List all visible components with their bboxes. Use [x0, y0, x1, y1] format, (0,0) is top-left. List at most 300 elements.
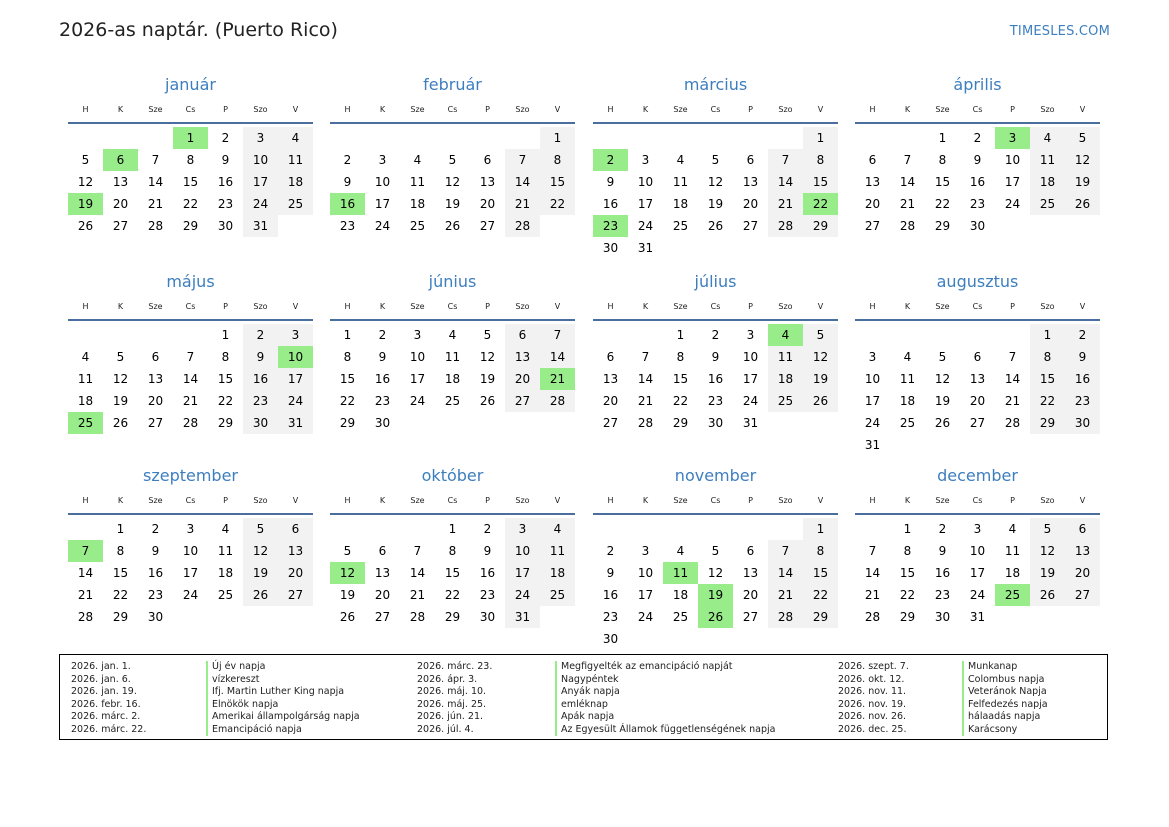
day-cell: 27	[479, 219, 496, 233]
weekday-label: Sze	[935, 495, 950, 505]
holiday-day-cell: 19	[68, 193, 103, 215]
month-name: szeptember	[142, 466, 238, 485]
day-cell: 24	[409, 394, 426, 408]
month-name: február	[423, 75, 482, 94]
month-10	[593, 465, 838, 650]
day-cell: 14	[505, 171, 540, 193]
day-cell: 2	[483, 522, 492, 536]
day-cell: 30	[479, 610, 496, 624]
day-cell: 28	[864, 610, 881, 624]
weekday-label: V	[1079, 301, 1086, 311]
day-cell: 18	[540, 562, 575, 584]
holiday-day-cell: 6	[103, 149, 138, 171]
day-cell: 2	[938, 522, 947, 536]
calendar-grid	[68, 74, 1102, 650]
empty-cell	[505, 127, 540, 149]
day-cell: 2	[221, 131, 230, 145]
week-row	[593, 606, 838, 628]
day-cell: 28	[768, 215, 803, 237]
day-cell: 23	[602, 610, 619, 624]
day-cell: 6	[151, 350, 160, 364]
day-cell: 28	[147, 219, 164, 233]
empty-cell	[330, 518, 365, 540]
day-cell: 14	[182, 372, 199, 386]
day-cell: 12	[444, 175, 461, 189]
day-cell: 10	[1004, 153, 1021, 167]
day-cell: 10	[742, 350, 759, 364]
empty-cell	[173, 324, 208, 346]
day-cell: 14	[899, 175, 916, 189]
weekday-label: P	[485, 301, 490, 311]
empty-cell	[733, 628, 768, 650]
day-cell: 26	[1065, 193, 1100, 215]
weekday-header	[855, 293, 1100, 321]
day-cell: 19	[243, 562, 278, 584]
empty-cell	[855, 518, 890, 540]
day-cell: 6	[483, 153, 492, 167]
month-name: június	[428, 272, 477, 291]
day-cell: 18	[444, 372, 461, 386]
empty-cell	[663, 127, 698, 149]
day-cell: 13	[1065, 540, 1100, 562]
day-cell: 24	[1004, 197, 1021, 211]
weekday-label: H	[607, 301, 614, 311]
day-cell: 22	[672, 394, 689, 408]
weekday-label: Szo	[515, 301, 530, 311]
day-cell: 19	[1065, 171, 1100, 193]
weekday-header	[855, 487, 1100, 515]
empty-cell	[628, 127, 663, 149]
day-cell: 25	[278, 193, 313, 215]
day-cell: 10	[182, 544, 199, 558]
day-cell: 21	[768, 193, 803, 215]
empty-cell	[103, 324, 138, 346]
day-cell: 1	[1030, 324, 1065, 346]
day-cell: 25	[672, 610, 689, 624]
day-cell: 7	[505, 149, 540, 171]
holiday-day-cell: 26	[698, 606, 733, 628]
weekday-label: K	[117, 104, 124, 114]
weekday-label: H	[82, 495, 89, 505]
weekday-label: V	[292, 301, 299, 311]
legend-holiday-name: vízkereszt	[206, 674, 360, 687]
day-cell: 29	[339, 416, 356, 430]
day-cell: 23	[707, 394, 724, 408]
weekday-label: Sze	[410, 495, 425, 505]
day-cell: 19	[112, 394, 129, 408]
day-cell: 16	[243, 368, 278, 390]
day-cell: 15	[217, 372, 234, 386]
weekday-label: V	[1079, 104, 1086, 114]
day-cell: 7	[641, 350, 650, 364]
day-cell: 15	[339, 372, 356, 386]
month-11	[855, 465, 1100, 628]
weekday-label: V	[817, 301, 824, 311]
week-row	[68, 215, 313, 237]
day-cell: 23	[374, 394, 391, 408]
legend-date-column	[838, 661, 909, 736]
day-cell: 3	[868, 350, 877, 364]
empty-cell	[995, 606, 1030, 628]
week-row	[68, 324, 313, 346]
day-cell: 5	[711, 153, 720, 167]
day-cell: 3	[413, 328, 422, 342]
empty-cell	[995, 215, 1030, 237]
weekday-header	[330, 96, 575, 124]
day-cell: 10	[637, 566, 654, 580]
week-row	[330, 171, 575, 193]
weekday-label: Cs	[710, 104, 721, 114]
week-row	[855, 193, 1100, 215]
weekday-label: V	[817, 495, 824, 505]
day-cell: 17	[637, 588, 654, 602]
empty-cell	[435, 412, 470, 434]
weekday-header	[68, 293, 313, 321]
day-cell: 21	[77, 588, 94, 602]
empty-cell	[803, 412, 838, 434]
day-cell: 24	[243, 193, 278, 215]
day-cell: 30	[217, 219, 234, 233]
weekday-label: Cs	[710, 301, 721, 311]
month-0	[68, 74, 313, 237]
day-cell: 23	[217, 197, 234, 211]
day-cell: 16	[969, 175, 986, 189]
day-cell: 13	[479, 175, 496, 189]
legend-date: 2026. jan. 6.	[71, 673, 131, 685]
empty-cell	[470, 412, 505, 434]
weekday-label: P	[748, 495, 753, 505]
weekday-label: Cs	[447, 301, 458, 311]
day-cell: 1	[803, 518, 838, 540]
weekday-label: Cs	[972, 104, 983, 114]
day-cell: 10	[505, 540, 540, 562]
legend-date: 2026. nov. 11.	[838, 686, 907, 697]
empty-cell	[698, 127, 733, 149]
legend-holiday-name: emléknap	[555, 699, 775, 712]
day-cell: 11	[899, 372, 916, 386]
day-cell: 15	[112, 566, 129, 580]
day-cell: 20	[374, 588, 391, 602]
weekday-label: K	[904, 301, 911, 311]
day-cell: 26	[479, 394, 496, 408]
month-name: augusztus	[936, 272, 1019, 291]
holiday-day-cell: 23	[593, 215, 628, 237]
day-cell: 2	[151, 522, 160, 536]
weekday-header	[330, 293, 575, 321]
empty-cell	[505, 412, 540, 434]
day-cell: 11	[77, 372, 94, 386]
day-cell: 3	[641, 544, 650, 558]
empty-cell	[768, 412, 803, 434]
weekday-label: H	[82, 104, 89, 114]
weekday-label: Cs	[185, 301, 196, 311]
weekday-header	[68, 487, 313, 515]
empty-cell	[173, 606, 208, 628]
day-cell: 23	[479, 588, 496, 602]
weekday-label: Szo	[253, 104, 268, 114]
day-cell: 5	[803, 324, 838, 346]
day-cell: 31	[505, 606, 540, 628]
day-cell: 30	[602, 241, 619, 255]
month-name: január	[165, 75, 216, 94]
weekday-label: K	[642, 104, 649, 114]
day-cell: 24	[505, 584, 540, 606]
day-cell: 8	[116, 544, 125, 558]
day-cell: 15	[803, 562, 838, 584]
legend-holiday-name: Az Egyesült Államok függetlenségének napja	[555, 724, 775, 737]
legend-holiday-name: Anyák napja	[555, 686, 775, 699]
empty-cell	[1030, 434, 1065, 456]
weekday-label: Sze	[935, 104, 950, 114]
week-row	[593, 562, 838, 584]
day-cell: 28	[540, 390, 575, 412]
month-name: november	[674, 466, 757, 485]
empty-cell	[733, 518, 768, 540]
day-cell: 17	[969, 566, 986, 580]
day-cell: 8	[343, 350, 352, 364]
legend-holiday-name: Amerikai állampolgárság napja	[206, 711, 360, 724]
day-cell: 27	[147, 416, 164, 430]
holiday-day-cell: 4	[768, 324, 803, 346]
month-name: május	[166, 272, 215, 291]
week-row	[68, 193, 313, 215]
empty-cell	[698, 518, 733, 540]
weekday-label: Sze	[673, 104, 688, 114]
legend-holiday-name: Apák napja	[555, 711, 775, 724]
day-cell: 10	[969, 544, 986, 558]
weekday-label: Cs	[185, 104, 196, 114]
weekday-header	[593, 487, 838, 515]
day-cell: 25	[409, 219, 426, 233]
empty-cell	[768, 628, 803, 650]
day-cell: 19	[444, 197, 461, 211]
day-cell: 22	[899, 588, 916, 602]
day-cell: 19	[707, 197, 724, 211]
day-cell: 20	[864, 197, 881, 211]
day-cell: 26	[934, 416, 951, 430]
legend-holiday-name: hálaadás napja	[962, 711, 1048, 724]
day-cell: 9	[151, 544, 160, 558]
day-cell: 3	[505, 518, 540, 540]
weekday-label: Sze	[148, 104, 163, 114]
day-cell: 7	[413, 544, 422, 558]
day-cell: 30	[969, 219, 986, 233]
day-cell: 4	[81, 350, 90, 364]
week-row	[593, 540, 838, 562]
day-cell: 10	[243, 149, 278, 171]
day-cell: 18	[768, 368, 803, 390]
day-cell: 28	[899, 219, 916, 233]
day-cell: 12	[803, 346, 838, 368]
day-cell: 9	[938, 544, 947, 558]
legend-date: 2026. szept. 7.	[838, 661, 909, 672]
week-row	[855, 324, 1100, 346]
day-cell: 19	[339, 588, 356, 602]
day-cell: 14	[768, 171, 803, 193]
empty-cell	[1030, 215, 1065, 237]
day-cell: 26	[444, 219, 461, 233]
week-row	[593, 368, 838, 390]
day-cell: 30	[147, 610, 164, 624]
day-cell: 23	[339, 219, 356, 233]
day-cell: 27	[374, 610, 391, 624]
day-cell: 29	[934, 219, 951, 233]
weekday-label: Sze	[935, 301, 950, 311]
day-cell: 17	[1004, 175, 1021, 189]
week-row	[593, 215, 838, 237]
day-cell: 20	[742, 588, 759, 602]
day-cell: 24	[374, 219, 391, 233]
day-cell: 1	[938, 131, 947, 145]
holiday-day-cell: 22	[803, 193, 838, 215]
day-cell: 18	[672, 588, 689, 602]
day-cell: 17	[409, 372, 426, 386]
weekday-label: V	[1079, 495, 1086, 505]
empty-cell	[628, 324, 663, 346]
week-row	[593, 390, 838, 412]
week-row	[593, 149, 838, 171]
month-7	[855, 271, 1100, 456]
week-row	[593, 584, 838, 606]
legend-date: 2026. márc. 23.	[417, 661, 493, 672]
day-cell: 9	[243, 346, 278, 368]
day-cell: 4	[221, 522, 230, 536]
day-cell: 16	[374, 372, 391, 386]
day-cell: 9	[606, 175, 615, 189]
week-row	[855, 606, 1100, 628]
weekday-header	[593, 96, 838, 124]
day-cell: 4	[676, 153, 685, 167]
day-cell: 6	[746, 153, 755, 167]
week-row	[855, 346, 1100, 368]
weekday-label: K	[379, 104, 386, 114]
day-cell: 12	[479, 350, 496, 364]
empty-cell	[435, 127, 470, 149]
brand-link[interactable]: TIMESLES.COM	[1009, 24, 1110, 39]
empty-cell	[1030, 606, 1065, 628]
weekday-label: Sze	[673, 495, 688, 505]
holiday-day-cell: 16	[330, 193, 365, 215]
day-cell: 25	[444, 394, 461, 408]
day-cell: 30	[602, 632, 619, 646]
day-cell: 8	[540, 149, 575, 171]
day-cell: 20	[602, 394, 619, 408]
day-cell: 21	[899, 197, 916, 211]
day-cell: 29	[112, 610, 129, 624]
day-cell: 26	[243, 584, 278, 606]
weekday-label: Szo	[253, 301, 268, 311]
holiday-day-cell: 11	[663, 562, 698, 584]
day-cell: 21	[505, 193, 540, 215]
week-row	[855, 518, 1100, 540]
week-row	[855, 127, 1100, 149]
day-cell: 26	[1030, 584, 1065, 606]
day-cell: 20	[742, 197, 759, 211]
weekday-label: Cs	[972, 301, 983, 311]
day-cell: 13	[602, 372, 619, 386]
day-cell: 28	[505, 215, 540, 237]
week-row	[330, 215, 575, 237]
week-row	[593, 324, 838, 346]
day-cell: 7	[540, 324, 575, 346]
day-cell: 21	[864, 588, 881, 602]
day-cell: 13	[374, 566, 391, 580]
empty-cell	[1065, 606, 1100, 628]
day-cell: 17	[637, 197, 654, 211]
empty-cell	[68, 127, 103, 149]
legend-holiday-name: Veteránok Napja	[962, 686, 1048, 699]
day-cell: 7	[151, 153, 160, 167]
day-cell: 23	[969, 197, 986, 211]
week-row	[593, 193, 838, 215]
empty-cell	[68, 518, 103, 540]
day-cell: 29	[1030, 412, 1065, 434]
empty-cell	[733, 127, 768, 149]
month-3	[855, 74, 1100, 237]
empty-cell	[593, 324, 628, 346]
holiday-day-cell: 10	[278, 346, 313, 368]
empty-cell	[890, 127, 925, 149]
empty-cell	[400, 518, 435, 540]
empty-cell	[540, 412, 575, 434]
legend-date: 2026. jún. 21.	[417, 711, 484, 722]
empty-cell	[68, 324, 103, 346]
weekday-label: Szo	[778, 301, 793, 311]
day-cell: 6	[868, 153, 877, 167]
weekday-label: K	[904, 104, 911, 114]
legend-date: 2026. máj. 25.	[417, 698, 487, 710]
legend-date: 2026. ápr. 3.	[417, 673, 478, 685]
day-cell: 22	[1030, 390, 1065, 412]
weekday-label: H	[607, 104, 614, 114]
day-cell: 5	[448, 153, 457, 167]
day-cell: 5	[1030, 518, 1065, 540]
day-cell: 10	[374, 175, 391, 189]
empty-cell	[540, 215, 575, 237]
day-cell: 12	[707, 566, 724, 580]
day-cell: 23	[147, 588, 164, 602]
holiday-day-cell: 12	[330, 562, 365, 584]
day-cell: 14	[1004, 372, 1021, 386]
legend-holiday-name: Új év napja	[206, 661, 360, 674]
day-cell: 14	[147, 175, 164, 189]
weekday-label: P	[1010, 495, 1015, 505]
legend-holiday-name: Felfedezés napja	[962, 699, 1048, 712]
day-cell: 13	[742, 175, 759, 189]
weekday-label: Sze	[410, 104, 425, 114]
day-cell: 11	[278, 149, 313, 171]
week-row	[330, 346, 575, 368]
week-row	[68, 562, 313, 584]
empty-cell	[400, 412, 435, 434]
weekday-label: H	[344, 301, 351, 311]
empty-cell	[803, 628, 838, 650]
week-row	[855, 584, 1100, 606]
week-row	[68, 518, 313, 540]
day-cell: 12	[112, 372, 129, 386]
day-cell: 26	[112, 416, 129, 430]
weekday-label: Szo	[1040, 301, 1055, 311]
day-cell: 31	[637, 241, 654, 255]
day-cell: 20	[479, 197, 496, 211]
holiday-day-cell: 25	[68, 412, 103, 434]
week-row	[855, 149, 1100, 171]
week-row	[330, 412, 575, 434]
empty-cell	[208, 606, 243, 628]
holiday-day-cell: 3	[995, 127, 1030, 149]
weekday-label: H	[869, 495, 876, 505]
day-cell: 27	[969, 416, 986, 430]
